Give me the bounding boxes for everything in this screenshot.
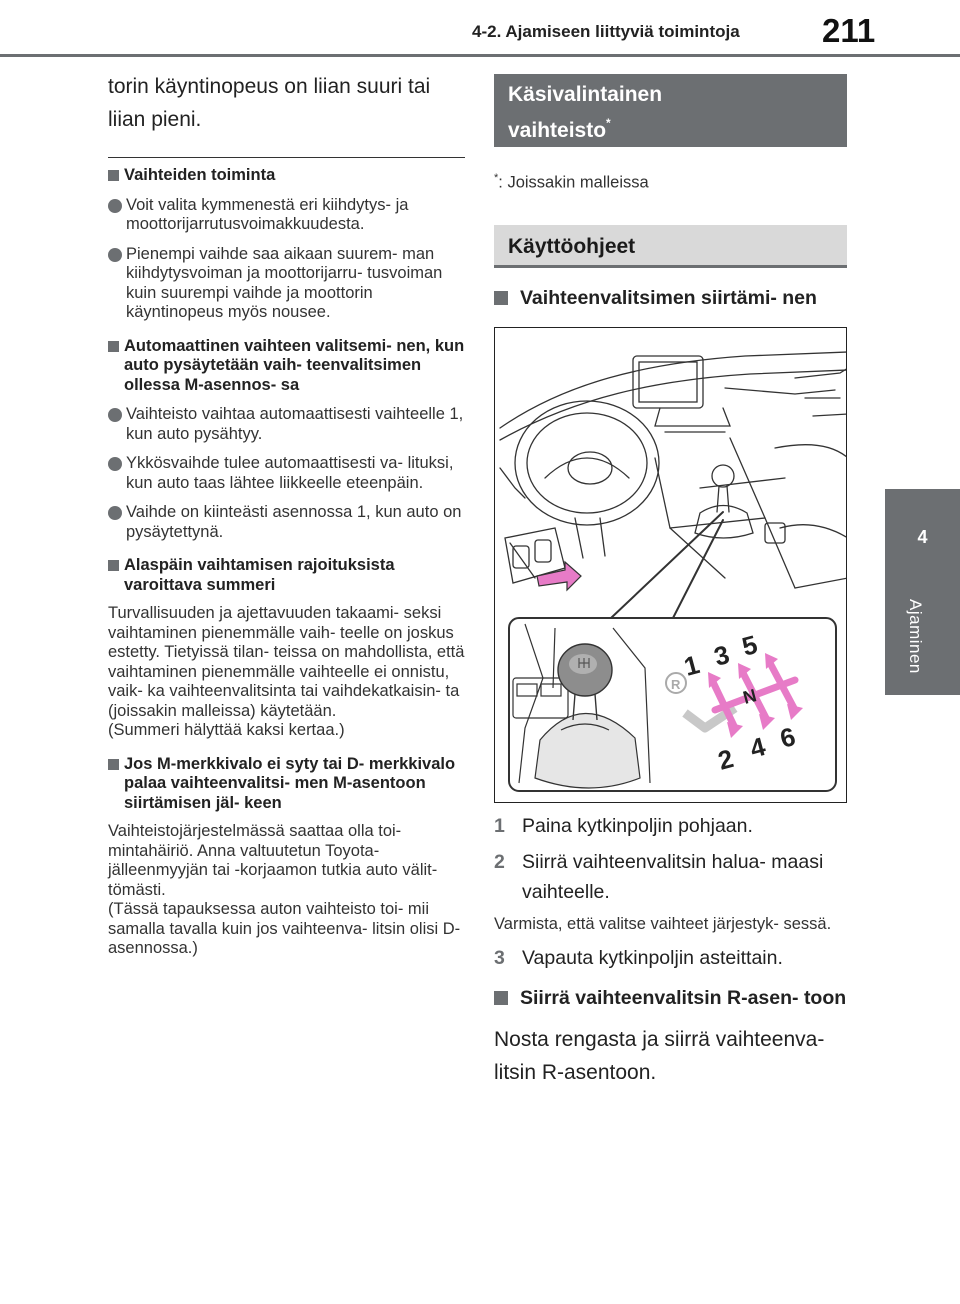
paragraph: Vaihteistojärjestelmässä saattaa olla toi- mintahäiriö. Anna valtuutetun Toyota- jälleenmyyjän tai -korjaamon tutkia auto välit- tömästi. (Tässä tapauksessa auton vaihteisto toi- mii samalla tavalla kuin jos vaihteenva- litsin olisi D-asennossa.) [108,822,461,957]
section-title-text: Vaihteiden toiminta [124,166,276,184]
chapter-number: 4 [917,527,928,547]
section-downshift-buzzer [108,556,465,595]
bullet-text: Vaihde on kiinteästi asennossa 1, kun auto on pysäytettynä. [126,503,462,541]
bullet-text: Voit valita kymmenestä eri kiihdytys- ja moottorijarrutusvoimakkuudesta. [126,195,409,233]
bullet-dot-icon [108,199,122,213]
bullet-dot-icon [108,506,122,520]
section-square-icon [108,170,119,181]
step-number: 2 [494,850,505,873]
bullet-dot-icon [108,408,122,422]
gear-label-5: 5 [738,628,761,662]
section-divider [108,157,465,158]
section-gear-operation [108,166,465,186]
section-indicator-fault [108,755,465,814]
gear-label-1: 1 [680,648,703,682]
header-rule [0,54,960,57]
note-text: Varmista, että valitse vaihteet järjestyk- sessä. [494,914,832,933]
gear-label-6: 6 [776,720,799,754]
gear-label-2: 2 [714,742,737,776]
bullet-item [108,196,465,235]
footnote: *: Joissakin malleissa [494,172,649,192]
section-title: 4-2. Ajamiseen liittyviä toimintoja [472,22,740,41]
step-item [494,847,847,907]
paragraph: Nosta rengasta ja siirrä vaihteenva- litsin R-asentoon. [494,1027,825,1084]
step-item [494,943,847,973]
chapter-tab[interactable] [885,489,960,695]
right-column [494,74,847,1089]
section-shifting [494,283,847,313]
intro-text: torin käyntinopeus on liian suuri tai liian pieni. [108,75,431,131]
gear-label-n: N [740,684,759,708]
section-title-text: Siirrä vaihteenvalitsin R-asen- toon [520,986,847,1009]
manual-transmission-heading [494,74,847,147]
section-square-icon [494,291,508,305]
section-square-icon [108,341,119,352]
gear-label-3: 3 [710,638,733,672]
bullet-item [108,245,465,323]
bullet-item [108,405,465,444]
gear-label-4: 4 [746,730,769,764]
bullet-dot-icon [108,457,122,471]
cockpit-drawing [495,328,847,803]
bullet-text: Ykkösvaihde tulee automaattisesti va- lituksi, kun auto taas lähtee liikkeelle eteenpäin. [126,454,454,492]
page-number: 211 [822,12,876,49]
left-column [108,70,465,959]
pedal-pointer-arrow [537,562,581,590]
chapter-label: Ajaminen [906,599,925,674]
heading-line-2: vaihteisto* [508,116,611,142]
reverse-icon-label: R [671,676,681,692]
heading-line-1: Käsivalintainen [508,83,663,106]
step-text: Siirrä vaihteenvalitsin halua- maasi vaihteelle. [522,850,824,903]
section-title-text: Alaspäin vaihtamisen rajoituksista varoittava summeri [124,556,395,594]
section-square-icon [494,991,508,1005]
section-title-text: Vaihteenvalitsimen siirtämi- nen [520,286,817,309]
bullet-text: Vaihteisto vaihtaa automaattisesti vaihteelle 1, kun auto pysähtyy. [126,405,464,443]
gear-shift-illustration [494,327,847,803]
bullet-item [108,454,465,493]
section-title-text: Automaattinen vaihteen valitsemi- nen, kun auto pysäytetään vaih- teenvalitsimen ollessa M-asennos- sa [124,336,465,394]
bullet-text: Pienempi vaihde saa aikaan suurem- man kiihdytysvoiman ja moottorijarru- tusvoiman kuin suurempi vaihde ja moottorin käyntinopeus myös nousee. [126,244,443,321]
paragraph: Turvallisuuden ja ajettavuuden takaami- seksi vaihtaminen pienemmälle vaih- teelle on joskus estetty. Tietyissä tilan- teissa on mahdollista, että vaihtaminen pienemmälle vaihteelle ei onnistu, vaik- ka vaihteenvalitsinta tai vaihdekatkaisin- ta (joissakin malleissa) käytetään. (Summeri hälyttää kaksi kertaa.) [108,604,465,739]
section-square-icon [108,560,119,571]
section-reverse [494,983,847,1013]
asterisk-mark: * [606,116,611,130]
step-item [494,811,847,841]
instructions-heading: Käyttöohjeet [494,225,847,268]
footnote-mark: * [494,172,499,184]
step-text: Vapauta kytkinpoljin asteittain. [522,946,783,969]
step-text: Paina kytkinpoljin pohjaan. [522,814,753,837]
bullet-item [108,503,465,542]
step-number: 3 [494,946,505,969]
section-title-text: Jos M-merkkivalo ei syty tai D- merkkivalo palaa vaihteenvalitsi- men M-asentoon siirtämisen jäl- keen [124,754,456,812]
section-auto-downshift [108,337,465,396]
bullet-dot-icon [108,248,122,262]
section-square-icon [108,759,119,770]
step-number: 1 [494,814,505,837]
